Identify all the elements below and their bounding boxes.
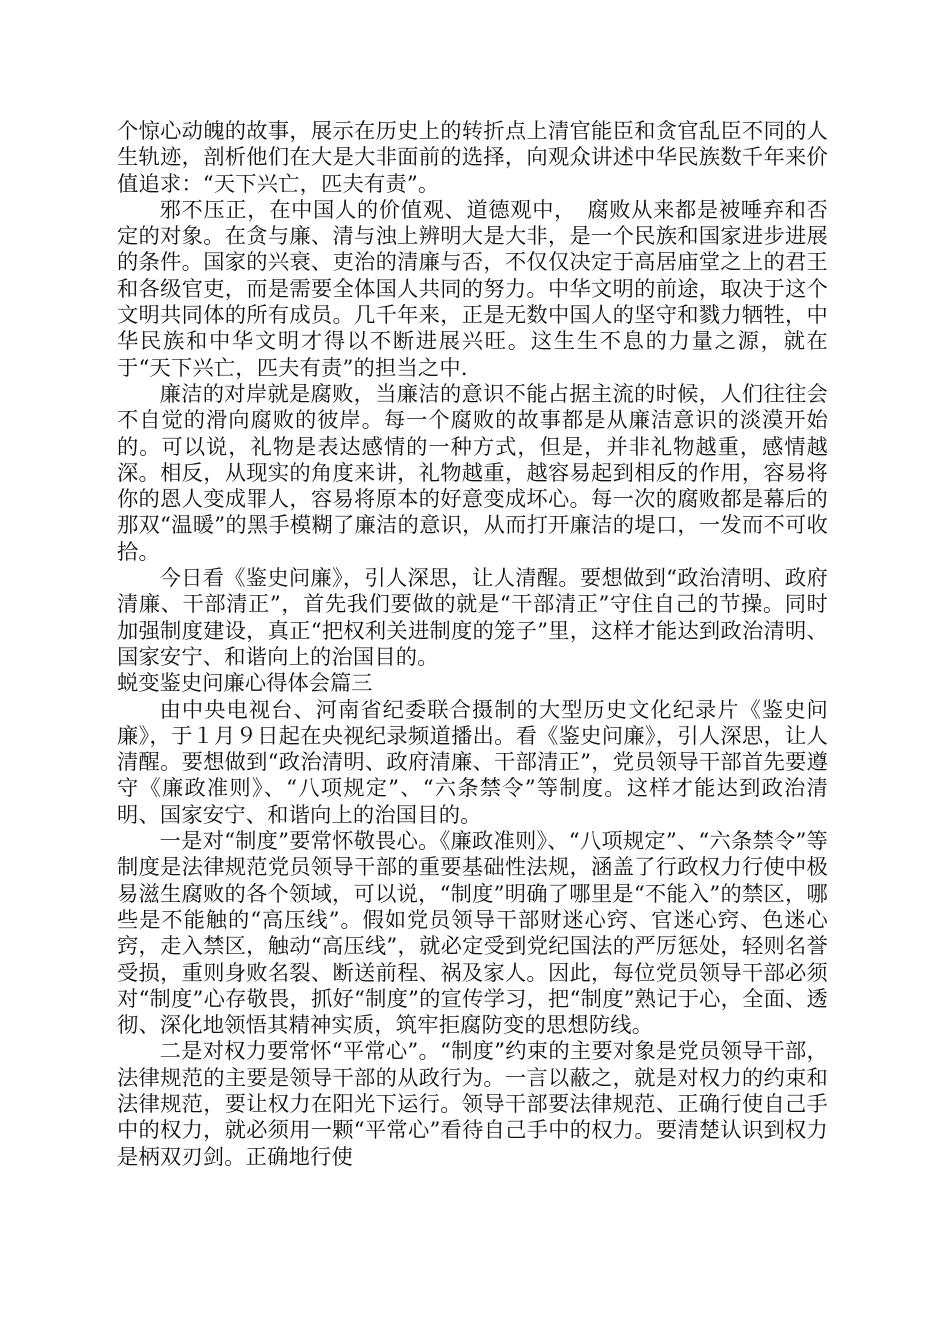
paragraph-5: 由中央电视台、河南省纪委联合摄制的大型历史文化纪录片《鉴史问廉》，于１月９日起在央视纪录频道播出。看《鉴史问廉》，引人深思，让人清醒。要想做到“政治清明、政府清廉、干部清正”，党员领导干部首先要遵守《廉政准则》、“八项规定”、“六条禁令”等制度。这样才能达到政治清明、国家安宁、和谐向上的治国目的。 <box>117 697 828 828</box>
paragraph-1: 个惊心动魄的故事，展示在历史上的转折点上清官能臣和贪官乱臣不同的人生轨迹，剖析他们在大是大非面前的选择，向观众讲述中华民族数千年来价值追求：“天下兴亡，匹夫有责”。 <box>117 119 828 197</box>
section-heading: 蜕变鉴史问廉心得体会篇三 <box>117 671 373 697</box>
paragraph-7: 二是对权力要常怀“平常心”。“制度”约束的主要对象是党员领导干部，法律规范的主要是领导干部的从政行为。一言以蔽之，就是对权力的约束和法律规范，要让权力在阳光下运行。领导干部要法律规范、正确行使自己手中的权力，就必须用一颗“平常心”看待自己手中的权力。要清楚认识到权力是柄双刃剑。正确地行使 <box>117 1039 828 1170</box>
paragraph-2: 邪不压正，在中国人的价值观、道德观中， 腐败从来都是被唾弃和否定的对象。在贪与廉、清与浊上辨明大是大非，是一个民族和国家进步进展的条件。国家的兴衰、吏治的清廉与否，不仅仅决定于高居庙堂之上的君王和各级官吏，而是需要全体国人共同的努力。中华文明的前途，取决于这个文明共同体的所有成员。几千年来，正是无数中国人的坚守和戮力牺牲，中华民族和中华文明才得以不断进展兴旺。这生生不息的力量之源，就在于“天下兴亡，匹夫有责”的担当之中. <box>117 197 828 381</box>
paragraph-4: 今日看《鉴史问廉》，引人深思，让人清醒。要想做到“政治清明、政府清廉、干部清正”，首先我们要做的就是“干部清正”守住自己的节操。同时加强制度建设，真正“把权利关进制度的笼子”里，这样才能达到政治清明、国家安宁、和谐向上的治国目的。 <box>117 566 828 670</box>
paragraph-6: 一是对“制度”要常怀敬畏心。《廉政准则》、“八项规定”、“六条禁令”等制度是法律规范党员领导干部的重要基础性法规，涵盖了行政权力行使中极易滋生腐败的各个领域，可以说，“制度”明确了哪里是“不能入”的禁区，哪些是不能触的“高压线”。假如党员领导干部财迷心窍、官迷心窍、色迷心窍，走入禁区，触动“高压线”，就必定受到党纪国法的严厉惩处，轻则名誉受损，重则身败名裂、断送前程、祸及家人。因此，每位党员领导干部必须对“制度”心存敬畏，抓好“制度”的宣传学习，把“制度”熟记于心，全面、透彻、深化地领悟其精神实质，筑牢拒腐防变的思想防线。 <box>117 829 828 1039</box>
document-page <box>117 119 828 1171</box>
paragraph-3: 廉洁的对岸就是腐败，当廉洁的意识不能占据主流的时候，人们往往会不自觉的滑向腐败的彼岸。每一个腐败的故事都是从廉洁意识的淡漠开始的。可以说，礼物是表达感情的一种方式，但是，并非礼物越重，感情越深。相反，从现实的角度来讲，礼物越重，越容易起到相反的作用，容易将你的恩人变成罪人，容易将原本的好意变成坏心。每一次的腐败都是幕后的那双“温暖”的黑手模糊了廉洁的意识，从而打开廉洁的堤口，一发而不可收拾。 <box>117 381 828 565</box>
